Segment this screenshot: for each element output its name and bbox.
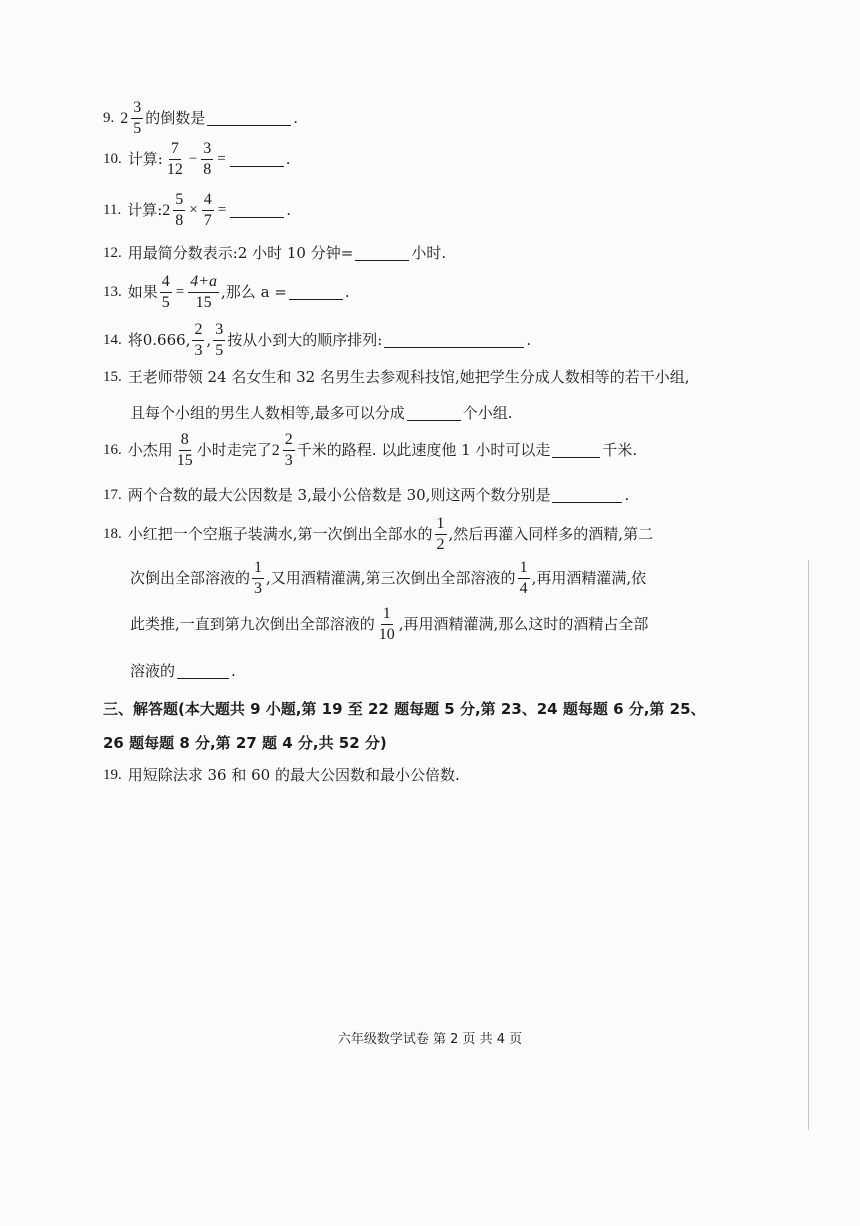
question-15: [103, 370, 690, 385]
numerator: 3: [201, 141, 213, 160]
denominator: 12: [166, 161, 183, 178]
question-text: 用短除法求 36 和 60 的最大公因数和最小公倍数.: [127, 766, 460, 784]
numerator: 5: [173, 192, 185, 211]
question-number: 10.: [103, 151, 122, 167]
end-mark: .: [624, 486, 630, 504]
question-text: 如果: [127, 283, 158, 301]
fraction: [192, 322, 204, 359]
question-18-line4: [130, 664, 236, 679]
answer-blank[interactable]: [407, 406, 461, 421]
question-label: 计算:: [127, 201, 163, 219]
numerator: 1: [381, 606, 393, 625]
question-text: 次倒出全部溶液的: [130, 569, 251, 587]
fraction: [173, 192, 185, 229]
question-number: 12.: [103, 245, 122, 261]
answer-blank[interactable]: [552, 488, 622, 503]
section-heading: 三、解答题(本大题共 9 小题,第 19 至 22 题每题 5 分,第 23、24 题每题 6 分,第 25、: [103, 700, 706, 718]
question-number: 15.: [103, 369, 122, 385]
question-number: 17.: [103, 487, 122, 503]
question-text: ,然后再灌入同样多的酒精,第二: [448, 525, 654, 543]
unit-text: 小时.: [411, 244, 447, 262]
question-text: 溶液的: [130, 662, 176, 680]
end-mark: .: [526, 331, 532, 349]
question-text: 的倒数是: [145, 109, 206, 127]
fraction: [283, 432, 295, 469]
denominator: 15: [176, 452, 193, 469]
answer-blank[interactable]: [384, 333, 524, 348]
mixed-whole: 2: [271, 441, 280, 459]
numerator: 2: [283, 432, 295, 451]
scan-edge-line: [808, 560, 809, 1130]
fraction: [202, 192, 214, 229]
denominator: 2: [436, 536, 445, 553]
fraction: [175, 432, 195, 469]
question-17: [103, 488, 629, 503]
question-18-line2: [130, 560, 646, 597]
numerator: 4: [160, 274, 172, 293]
end-mark: .: [285, 150, 291, 168]
numerator: 7: [169, 141, 181, 160]
answer-blank[interactable]: [230, 203, 284, 218]
answer-blank[interactable]: [230, 152, 284, 167]
question-text: 且每个小组的男生人数相等,最多可以分成: [130, 404, 405, 422]
question-15-line2: [130, 406, 513, 421]
fraction: [160, 274, 172, 311]
denominator: 15: [195, 294, 212, 311]
numerator: 1: [252, 560, 264, 579]
answer-blank[interactable]: [207, 111, 291, 126]
mixed-whole: 2: [120, 109, 129, 127]
question-18: [103, 516, 653, 553]
fraction: [131, 100, 143, 137]
fraction: [213, 322, 225, 359]
mixed-whole: 2: [162, 201, 171, 219]
fraction: [165, 141, 185, 178]
question-label: 计算:: [127, 150, 163, 168]
fraction: [435, 516, 447, 553]
section-heading-line2: 26 题每题 8 分,第 27 题 4 分,共 52 分): [103, 734, 387, 752]
denominator: 3: [254, 580, 263, 597]
question-text: 此类推,一直到第九次倒出全部溶液的: [130, 615, 375, 633]
question-text: 王老师带领 24 名女生和 32 名男生去参观科技馆,她把学生分成人数相等的若干小组,: [127, 368, 690, 386]
equals-sign: =: [175, 284, 185, 300]
question-11: [103, 192, 291, 229]
question-text: ,再用酒精灌满,依: [531, 569, 647, 587]
question-text: 按从小到大的顺序排列:: [227, 331, 383, 349]
question-number: 13.: [103, 284, 122, 300]
question-14: [103, 322, 531, 359]
question-text: 用最简分数表示:2 小时 10 分钟=: [127, 244, 354, 262]
end-mark: .: [293, 109, 299, 127]
separator: ,: [206, 331, 212, 349]
numerator: 1: [518, 560, 530, 579]
numerator: 4: [202, 192, 214, 211]
question-13: [103, 274, 350, 311]
denominator: 7: [203, 212, 212, 229]
fraction: [188, 274, 219, 311]
fraction: [201, 141, 213, 178]
denominator: 10: [378, 626, 395, 643]
denominator: 3: [194, 342, 203, 359]
numerator: 2: [192, 322, 204, 341]
question-text: 两个合数的最大公因数是 3,最小公倍数是 30,则这两个数分别是: [127, 486, 551, 504]
question-19: [103, 768, 460, 783]
answer-blank[interactable]: [289, 285, 343, 300]
question-number: 9.: [103, 110, 115, 126]
question-text: 个小组.: [462, 404, 513, 422]
denominator: 5: [133, 120, 142, 137]
question-text: 千米的路程. 以此速度他 1 小时可以走: [296, 441, 551, 459]
question-18-line3: [130, 606, 648, 643]
question-number: 11.: [103, 202, 122, 218]
answer-blank[interactable]: [177, 664, 229, 679]
denominator: 5: [161, 294, 170, 311]
fraction: [252, 560, 264, 597]
times-sign: ×: [189, 202, 198, 218]
numerator: 1: [435, 516, 447, 535]
denominator: 5: [215, 342, 224, 359]
question-text: ,又用酒精灌满,第三次倒出全部溶液的: [266, 569, 516, 587]
question-number: 19.: [103, 767, 122, 783]
equals-sign: =: [217, 202, 227, 218]
question-text: ,再用酒精灌满,那么这时的酒精占全部: [398, 615, 649, 633]
question-16: [103, 432, 637, 469]
page-footer: 六年级数学试卷 第 2 页 共 4 页: [337, 1032, 523, 1047]
numerator: 4+a: [188, 274, 219, 293]
end-mark: .: [344, 283, 350, 301]
question-text: ,那么 a =: [221, 283, 287, 301]
fraction: [377, 606, 397, 643]
question-text: 千米.: [602, 441, 638, 459]
end-mark: .: [286, 201, 291, 219]
numerator: 3: [213, 322, 225, 341]
end-mark: .: [231, 662, 236, 680]
denominator: 3: [284, 452, 293, 469]
question-number: 18.: [103, 526, 122, 542]
question-10: [103, 141, 291, 178]
fraction: [518, 560, 530, 597]
question-number: 16.: [103, 442, 122, 458]
numerator: 8: [179, 432, 191, 451]
question-12: [103, 246, 446, 261]
minus-sign: −: [188, 151, 198, 167]
question-text: 小红把一个空瓶子装满水,第一次倒出全部水的: [127, 525, 433, 543]
denominator: 4: [519, 580, 528, 597]
answer-blank[interactable]: [355, 246, 409, 261]
question-text: 小时走完了: [196, 441, 272, 459]
denominator: 8: [203, 161, 212, 178]
answer-blank[interactable]: [552, 443, 600, 458]
numerator: 3: [131, 100, 143, 119]
question-9: [103, 100, 298, 137]
equals-sign: =: [217, 151, 226, 167]
question-number: 14.: [103, 332, 122, 348]
question-text: 小杰用: [127, 441, 173, 459]
question-text: 将0.666,: [127, 331, 191, 349]
denominator: 8: [175, 212, 184, 229]
